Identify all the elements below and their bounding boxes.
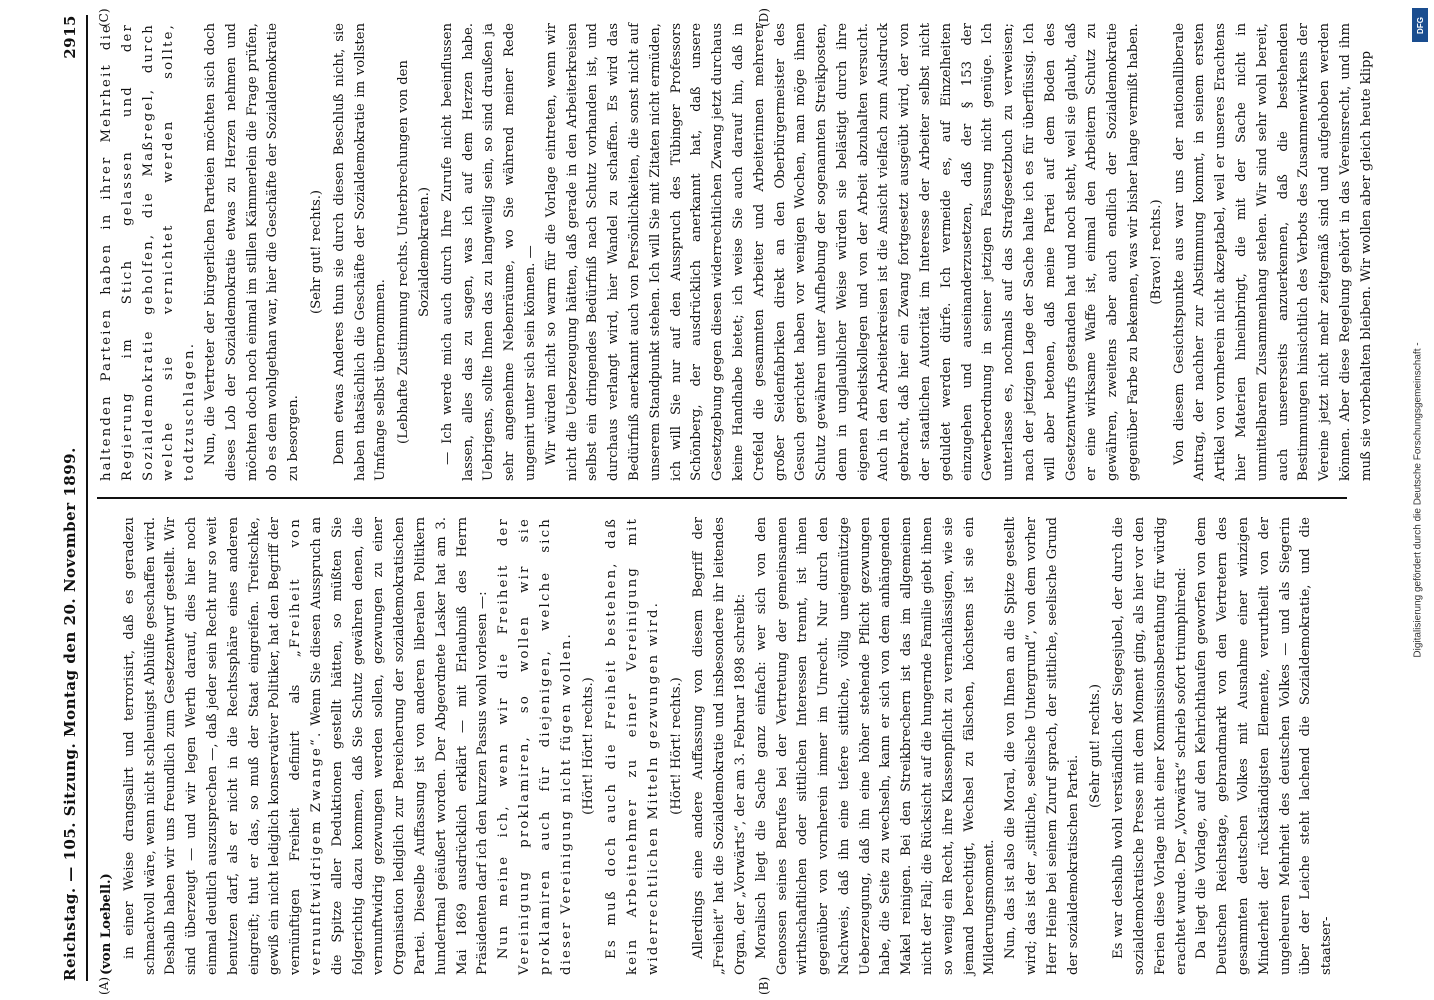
- margin-mark-a: (A): [97, 976, 111, 995]
- paragraph: Von diesem Gesichtspunkte aus war uns der nationalliberale Antrag, der nachher zur Abstimmung kommt, in seinem ersten Artikel von vornherein nicht akzeptabel, weil er unseres Erachtens hier Materien hineinbringt, die mit der Sache nicht in unmittelbarem Zusammenhang stehen. Wir sind sehr wohl bereit, auch unsererseits anzuerkennen, daß die bestehenden Bestimmungen hinsichtlich des Verbots des Zusammenwirkens der Vereine jetzt nicht mehr zeitgemäß sind und aufgehoben werden können. Aber diese Regelung gehört in das Vereinsrecht, und ihm muß sie vorbehalten bleiben. Wir wollen aber gleich heute klipp: [1171, 23, 1374, 481]
- block-quote: Moralisch liegt die Sache ganz einfach: wer sich von den Genossen seines Berufes bei der Vertretung der gemeinsamen wirthschaftlichen oder sittlichen Interessen trennt, ist ihnen gegenüber von vornherein immer im Unrecht. Nur durch den Nachweis, daß ihn eine tiefere sittliche, völlig uneigennützige Ueberzeugung, daß ihn eine höher stehende Pflicht gezwungen habe, die Seite zu wechseln, kann er sich von dem anhängenden Makel reinigen. Bei den Streikbrechern ist das im allgemeinen nicht der Fall; die Rücksicht auf die hungernde Familie giebt ihnen so wenig ein Recht, ihre Klassenpflicht zu vernachlässigen, wie sie jemand berechtigt, Wechsel zu fälschen, höchstens ist sie ein Milderungsmoment.: [753, 517, 998, 975]
- paragraph: Denn etwas Anderes thun sie durch diesen Beschluß nicht, sie haben thatsächlich die Geschäfte der Sozialdemokratie im vollsten Umfange selbst übernommen.: [331, 23, 389, 481]
- column-divider: [97, 497, 1347, 499]
- paragraph-text: in einer Weise drangsalirt und terrorisirt, daß es geradezu schmachvoll wäre, wenn nicht schleunigst Abhülfe geschaffen wird. Deshalb haben wir uns freundlich zum Gesetzentwurf gestellt. Wir sind überzeugt — und wir legen Werth darauf, dies hier noch einmal deutlich auszusprechen —, daß jeder sein Recht nur so weit benutzen darf, als er nicht in die Rechtssphäre eines anderen eingreift; thut er das, so muß der Staat eingreifen. Treitschke, gewiß ein nicht lediglich konservativer Politiker, hat den Begriff der vernünftigen Freiheit definirt als: [121, 517, 304, 975]
- paragraph: Nun, die Vertreter der bürgerlichen Parteien möchten sich doch dieses Lob der Sozialdemokratie etwas zu Herzen nehmen und möchten doch noch einmal im stillen Kämmerlein die Frage prüfen, ob es dem wohlgethan war, hier die Geschäfte der Sozialdemokratie zu besorgen.: [202, 23, 302, 481]
- paragraph: Es muß doch auch die Freiheit bestehen, daß kein Arbeitnehmer zu einer Vereinigung mit widerrechtlichen Mitteln gezwungen wird.: [604, 517, 661, 975]
- paragraph: haltenden Parteien haben in ihrer Mehrheit die Regierung im Stich gelassen und der Sozialdemokratie geholfen, die Maßregel, durch welche sie vernichtet werden sollte, todtzuschlagen.: [99, 23, 198, 481]
- margin-mark-d: (D): [757, 8, 771, 27]
- interjection: (Sehr gut! rechts.): [308, 189, 324, 315]
- header-title: Reichstag. — 105. Sitzung. Montag den 20. November 1899.: [61, 447, 79, 981]
- paragraph: Es war deshalb wohl verständlich der Siegesjubel, der durch die sozialdemokratische Presse mit dem Moment ging, als hier vor den Ferien diese Vorlage nicht einer Kommissionsberathung für würdig erachtet wurde. Der „Vorwärts“ schrieb sofort triumphirend:: [1111, 517, 1189, 975]
- paragraph: Wir würden nicht so warm für die Vorlage eintreten, wenn wir nicht die Ueberzeugung hätten, daß gerade in den Arbeiterkreisen selbst ein dringendes Bedürfniß nach Schutz vorhanden ist, und durchaus verlangt wird, hier Wandel zu schaffen. Es wird das Bedürfniß anerkannt auch von Persönlichkeiten, die sonst nicht auf unserem Standpunkt stehen. Ich will Sie mit Zitaten nicht ermüden, ich will Sie nur auf den Ausspruch des Tübinger Professors Schönberg, der ausdrücklich anerkannt hat, daß unsere Gesetzgebung gegen diesen widerrechtlichen Zwang jetzt durchaus keine Handhabe bietet; ich weise Sie auch darauf hin, daß in Crefeld die gesammten Arbeiter und Arbeiterinnen mehrerer großer Seidenfabriken direkt an den Oberbürgermeister des Gesuch gerichtet haben vor wenigen Wochen, man möge ihnen Schutz gewähren unter Aufhebung der sogenannten Streikposten, denn in unglaublicher Weise würden sie belästigt durch ihre eigenen Arbeitskollegen und von der Arbeit abzuhalten versucht. Auch in den Arbeiterkreisen ist die Ansicht vielfach zum Ausdruck gebracht, daß hier ein Zwang fortgesetzt ausgeübt wird, der von der staatlichen Autorität im Interesse der Arbeiter selbst nicht geduldet werden dürfe. Ich vermeide es, auf Einzelheiten einzugehen und auseinanderzusetzen, daß der § 153 der Gewerbeordnung in seiner jetzigen Fassung nicht genüge. Ich unterlasse es, nochmals auf das Strafgesetzbuch zu verweisen; nach der jetzigen Lage der Sache halte ich es für überflüssig. Ich will aber betonen, daß meine Partei auf dem Boden des Gesetzentwurfs gestanden hat und noch steht, weil sie glaubt, daß er eine wirksame Waffe ist, einmal den Arbeitern Schutz zu gewähren, zweitens aber auch endlich der Sozialdemokratie gegenüber Farbe zu bekennen, was wir bisher lange vermißt haben.: [543, 23, 1142, 481]
- digitization-note: Digitalisierung gefördert durch die Deutsche Forschungsgemeinschaft -: [1412, 342, 1424, 658]
- right-column: [91, 17, 1374, 487]
- page-header: [57, 15, 83, 981]
- document-page: [57, 3, 1374, 995]
- dfg-logo: [1412, 8, 1428, 42]
- interjection: (Hört! Hört! rechts.): [581, 677, 597, 815]
- paragraph: [120, 517, 494, 975]
- margin-mark-c: (C): [97, 8, 111, 27]
- paragraph: Nun, das ist also die Moral, die von Ihnen an die Spitze gestellt wird; das ist der „sittliche, seelische Untergrund“, von dem vorher Herr Heine bei seinem Zuruf sprach, der sittliche, seelische Grund der sozialdemokratischen Partei.: [1003, 517, 1081, 975]
- block-quote: Nun meine ich, wenn wir die Freiheit der Vereinigung proklamiren, so wollen wir sie proklamiren auch für diejenigen, welche sich dieser Vereinigung nicht fügen wollen.: [496, 517, 574, 975]
- block-quote: Da liegt die Vorlage, auf den Kehrichthaufen geworfen von dem Deutschen Reichstage, gebrandmarkt von den Vertretern des gesammten deutschen Volkes mit Ausnahme einer winzigen Minderheit der rückständigsten Elemente, verurtheilt von der ungeheuren Mehrheit des deutschen Volkes — und als Siegerin über der Leiche steht lachend die Sozialdemokratie, und die staatser-: [1194, 517, 1335, 975]
- paragraph-text: Wenn Sie diesen Ausspruch an die Spitze aller Deduktionen gestellt hätten, so müßten Sie folgerichtig dazu kommen, daß Sie Schutz gewähren denen, die vernunftwidrig gezwungen werden sollen, gezwungen zu einer Organisation lediglich zur Bereicherung der sozialdemokratischen Partei. Dieselbe Auffassung ist von anderen liberalen Politikern hundertmal geäußert worden. Der Abgeordnete Lasker hat am 3. Mai 1869 ausdrücklich erklärt — mit Erlaubniß des Herrn Präsidenten darf ich den kurzen Passus wohl vorlesen —:: [308, 517, 491, 975]
- paragraph: — Ich werde mich auch durch Ihre Zurufe nicht beeinflussen lassen, alles das zu sagen, was ich auf dem Herzen habe. Uebrigens, sollte Ihnen das zu langweilig sein, so sind draußen ja sehr angenehme Nebenräume, wo Sie während meiner Rede ungenirt unter sich sein können. —: [439, 23, 538, 481]
- interjection: (Bravo! rechts.): [1148, 199, 1164, 305]
- speaker-name: (von Loebell.): [99, 873, 114, 975]
- margin-mark-b: (B): [757, 976, 771, 995]
- paragraph: Allerdings eine andere Auffassung von diesem Begriff der „Freiheit“ hat die Sozialdemokratie und insbesondere ihr leitendes Organ, der „Vorwärts“, der am 3. Februar 1898 schreibt:: [691, 517, 748, 975]
- page-number: 2915: [61, 15, 79, 59]
- logo-text: DFG: [1415, 16, 1425, 34]
- interjection: (Sehr gut! rechts.): [1088, 683, 1104, 809]
- emphasized-quote: „Freiheit von vernunftwidrigem Zwange“.: [288, 517, 324, 975]
- interjection: (Hört! Hört! rechts.): [668, 677, 684, 815]
- header-rule: [86, 15, 88, 981]
- interjection: (Lebhafte Zustimmung rechts. Unterbrechungen von den Sozialdemokraten.): [396, 60, 432, 444]
- left-column: [91, 511, 1351, 981]
